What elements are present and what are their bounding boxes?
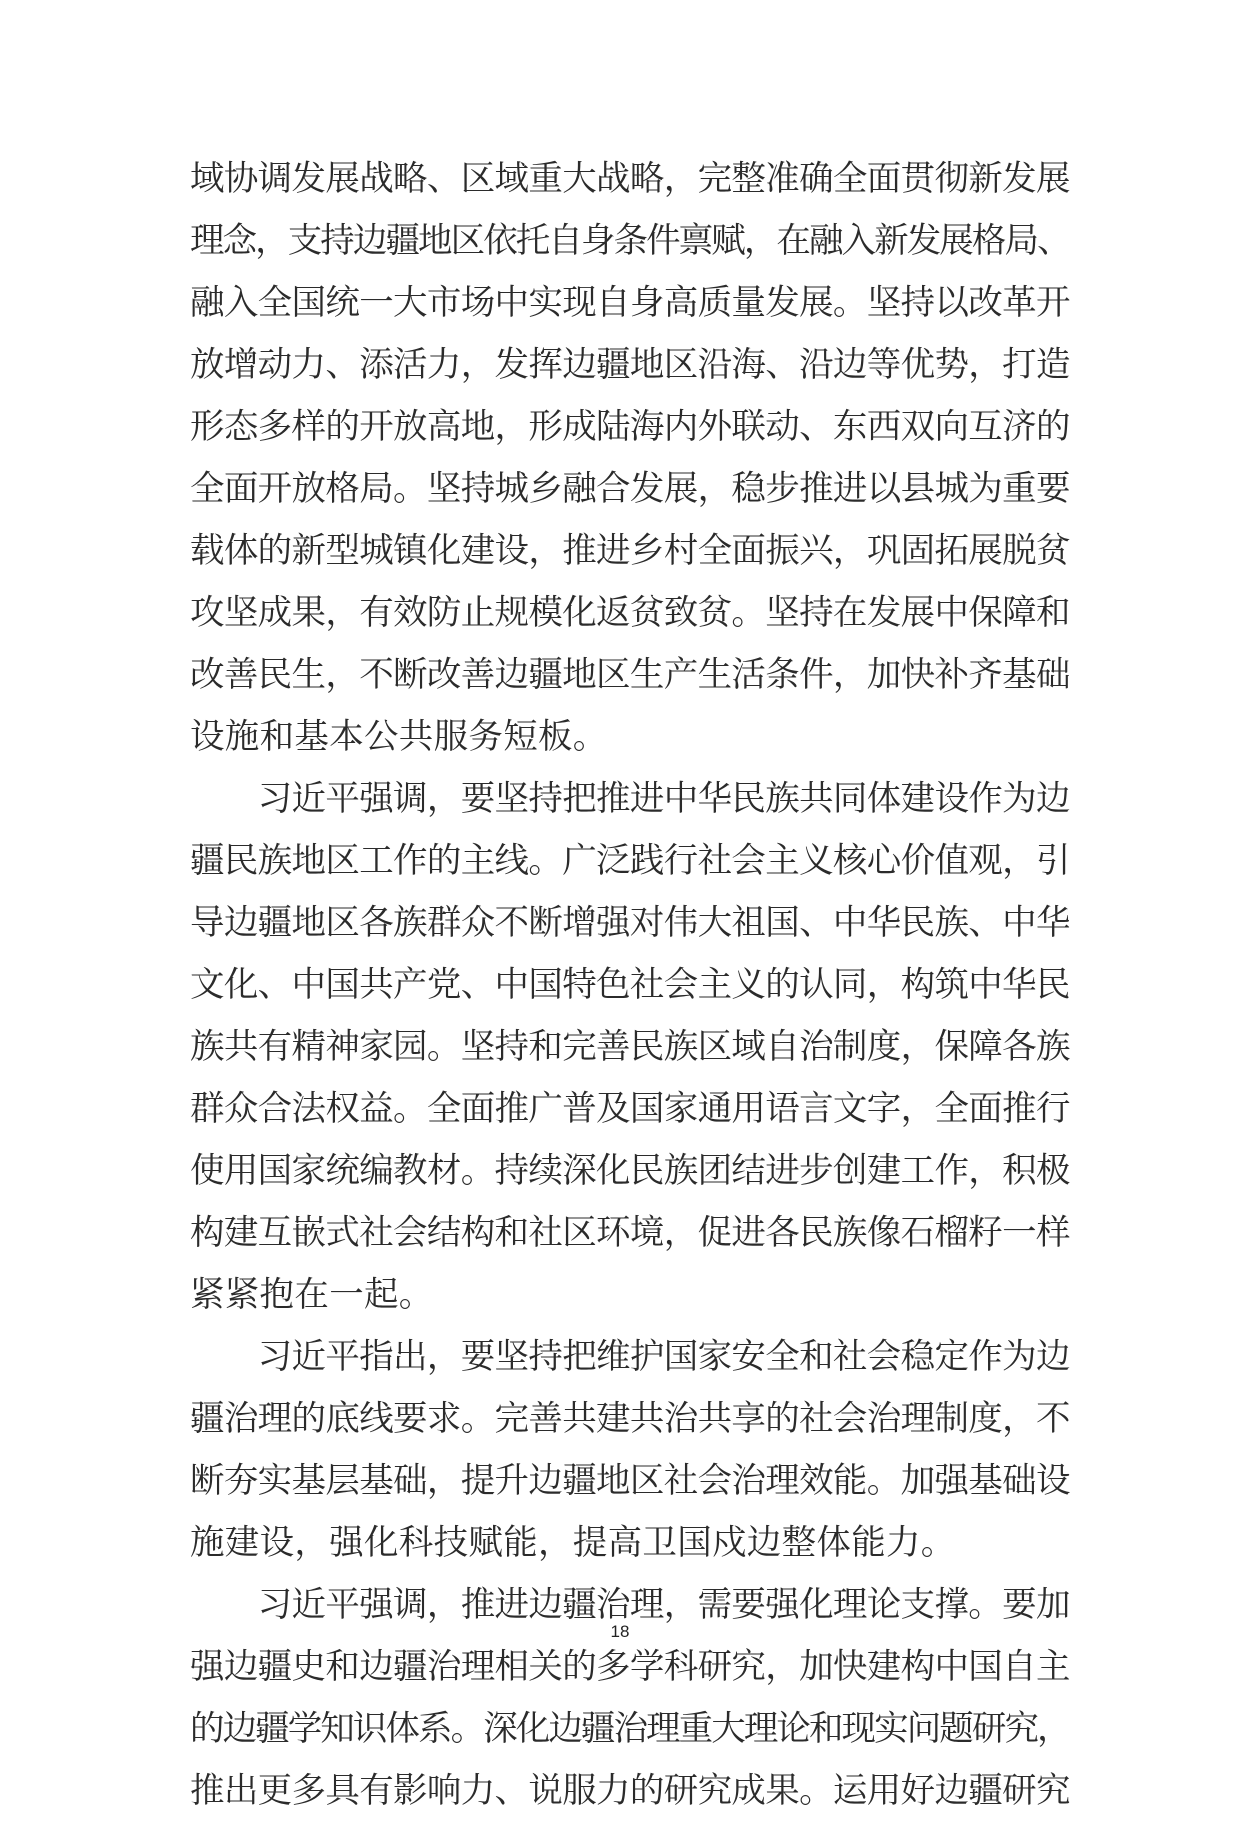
text-line: 的边疆学知识体系。深化边疆治理重大理论和现实问题研究，	[190, 1709, 1070, 1749]
text-line: 全面开放格局。坚持城乡融合发展，稳步推进以县城为重要	[190, 469, 1070, 509]
text-line: 攻坚成果，有效防止规模化返贫致贫。坚持在发展中保障和	[190, 593, 1070, 633]
body-text	[190, 148, 1070, 1822]
text-line: 构建互嵌式社会结构和社区环境，促进各民族像石榴籽一样	[190, 1213, 1070, 1253]
text-line: 文化、中国共产党、中国特色社会主义的认同，构筑中华民	[190, 965, 1070, 1005]
text-line: 族共有精神家园。坚持和完善民族区域自治制度，保障各族	[190, 1027, 1070, 1067]
page-number: 18	[610, 1622, 630, 1641]
text-line: 载体的新型城镇化建设，推进乡村全面振兴，巩固拓展脱贫	[190, 531, 1070, 571]
text-line: 群众合法权益。全面推广普及国家通用语言文字，全面推行	[190, 1089, 1070, 1129]
text-line: 导边疆地区各族群众不断增强对伟大祖国、中华民族、中华	[190, 903, 1070, 943]
text-line: 施建设，强化科技赋能，提高卫国戍边整体能力。	[190, 1523, 956, 1563]
text-line: 理念，支持边疆地区依托自身条件禀赋，在融入新发展格局、	[190, 221, 1070, 261]
text-line: 设施和基本公共服务短板。	[190, 717, 608, 757]
text-line: 紧紧抱在一起。	[190, 1275, 434, 1315]
text-line: 推出更多具有影响力、说服力的研究成果。运用好边疆研究	[190, 1771, 1070, 1811]
text-line: 断夯实基层基础，提升边疆地区社会治理效能。加强基础设	[190, 1461, 1070, 1501]
text-line: 域协调发展战略、区域重大战略，完整准确全面贯彻新发展	[190, 159, 1070, 199]
text-line: 形态多样的开放高地，形成陆海内外联动、东西双向互济的	[190, 407, 1070, 447]
text-line: 强边疆史和边疆治理相关的多学科研究，加快建构中国自主	[190, 1647, 1070, 1687]
text-line: 改善民生，不断改善边疆地区生产生活条件，加快补齐基础	[190, 655, 1070, 695]
text-line: 使用国家统编教材。持续深化民族团结进步创建工作，积极	[190, 1151, 1070, 1191]
text-line: 习近平指出，要坚持把维护国家安全和社会稳定作为边	[190, 1337, 1070, 1377]
text-line: 疆治理的底线要求。完善共建共治共享的社会治理制度，不	[190, 1399, 1070, 1439]
text-line: 融入全国统一大市场中实现自身高质量发展。坚持以改革开	[190, 283, 1070, 323]
text-line: 疆民族地区工作的主线。广泛践行社会主义核心价值观，引	[190, 841, 1070, 881]
text-line: 习近平强调，推进边疆治理，需要强化理论支撑。要加	[190, 1585, 1070, 1625]
text-line: 放增动力、添活力，发挥边疆地区沿海、沿边等优势，打造	[190, 345, 1070, 385]
text-line: 习近平强调，要坚持把推进中华民族共同体建设作为边	[190, 779, 1070, 819]
